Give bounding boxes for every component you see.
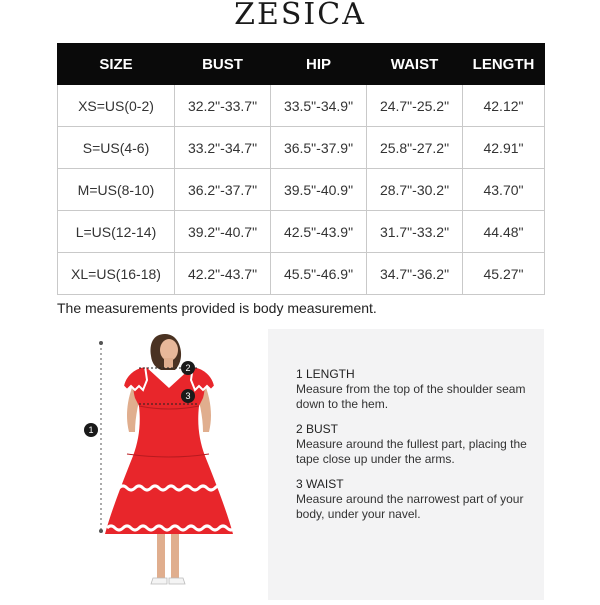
cell-size: XL=US(16-18) [58, 253, 175, 295]
cell-waist: 31.7"-33.2" [367, 211, 463, 253]
length-marker: 1 [84, 423, 98, 437]
cell-hip: 45.5"-46.9" [271, 253, 367, 295]
table-header-row [58, 44, 545, 85]
table-row [58, 169, 545, 211]
cell-bust: 32.2"-33.7" [175, 85, 271, 127]
table-row [58, 211, 545, 253]
length-description: Measure from the top of the shoulder seam down to the hem. [296, 382, 526, 411]
bust-description: Measure around the fullest part, placing the tape close up under the arms. [296, 437, 527, 466]
bust-title: 2 BUST [296, 422, 339, 436]
cell-length: 42.91" [463, 127, 545, 169]
header-length: LENGTH [463, 44, 545, 85]
cell-waist: 28.7"-30.2" [367, 169, 463, 211]
header-hip: HIP [271, 44, 367, 85]
cell-bust: 42.2"-43.7" [175, 253, 271, 295]
brand-logo: ZESICA [234, 0, 366, 32]
cell-length: 45.27" [463, 253, 545, 295]
size-chart-table [57, 43, 545, 295]
cell-size: XS=US(0-2) [58, 85, 175, 127]
cell-length: 42.12" [463, 85, 545, 127]
measurement-guide-panel [268, 329, 544, 600]
bust-marker: 2 [181, 361, 195, 375]
cell-waist: 25.8"-27.2" [367, 127, 463, 169]
waist-title: 3 WAIST [296, 477, 344, 491]
cell-hip: 33.5"-34.9" [271, 85, 367, 127]
cell-size: M=US(8-10) [58, 169, 175, 211]
cell-length: 43.70" [463, 169, 545, 211]
length-instruction [296, 367, 536, 412]
model-figure [57, 328, 267, 600]
cell-waist: 24.7"-25.2" [367, 85, 463, 127]
header-bust: BUST [175, 44, 271, 85]
cell-hip: 36.5"-37.9" [271, 127, 367, 169]
cell-size: L=US(12-14) [58, 211, 175, 253]
table-row [58, 127, 545, 169]
cell-bust: 39.2"-40.7" [175, 211, 271, 253]
cell-hip: 42.5"-43.9" [271, 211, 367, 253]
header-size: SIZE [58, 44, 175, 85]
header-waist: WAIST [367, 44, 463, 85]
table-row [58, 253, 545, 295]
cell-bust: 33.2"-34.7" [175, 127, 271, 169]
measurement-note: The measurements provided is body measurement. [57, 300, 377, 316]
cell-waist: 34.7"-36.2" [367, 253, 463, 295]
cell-hip: 39.5"-40.9" [271, 169, 367, 211]
cell-bust: 36.2"-37.7" [175, 169, 271, 211]
table-row [58, 85, 545, 127]
cell-size: S=US(4-6) [58, 127, 175, 169]
waist-instruction [296, 477, 536, 522]
cell-length: 44.48" [463, 211, 545, 253]
length-title: 1 LENGTH [296, 367, 355, 381]
waist-marker: 3 [181, 389, 195, 403]
dress-illustration [57, 328, 267, 600]
waist-description: Measure around the narrowest part of your body, under your navel. [296, 492, 524, 521]
bust-instruction [296, 422, 536, 467]
